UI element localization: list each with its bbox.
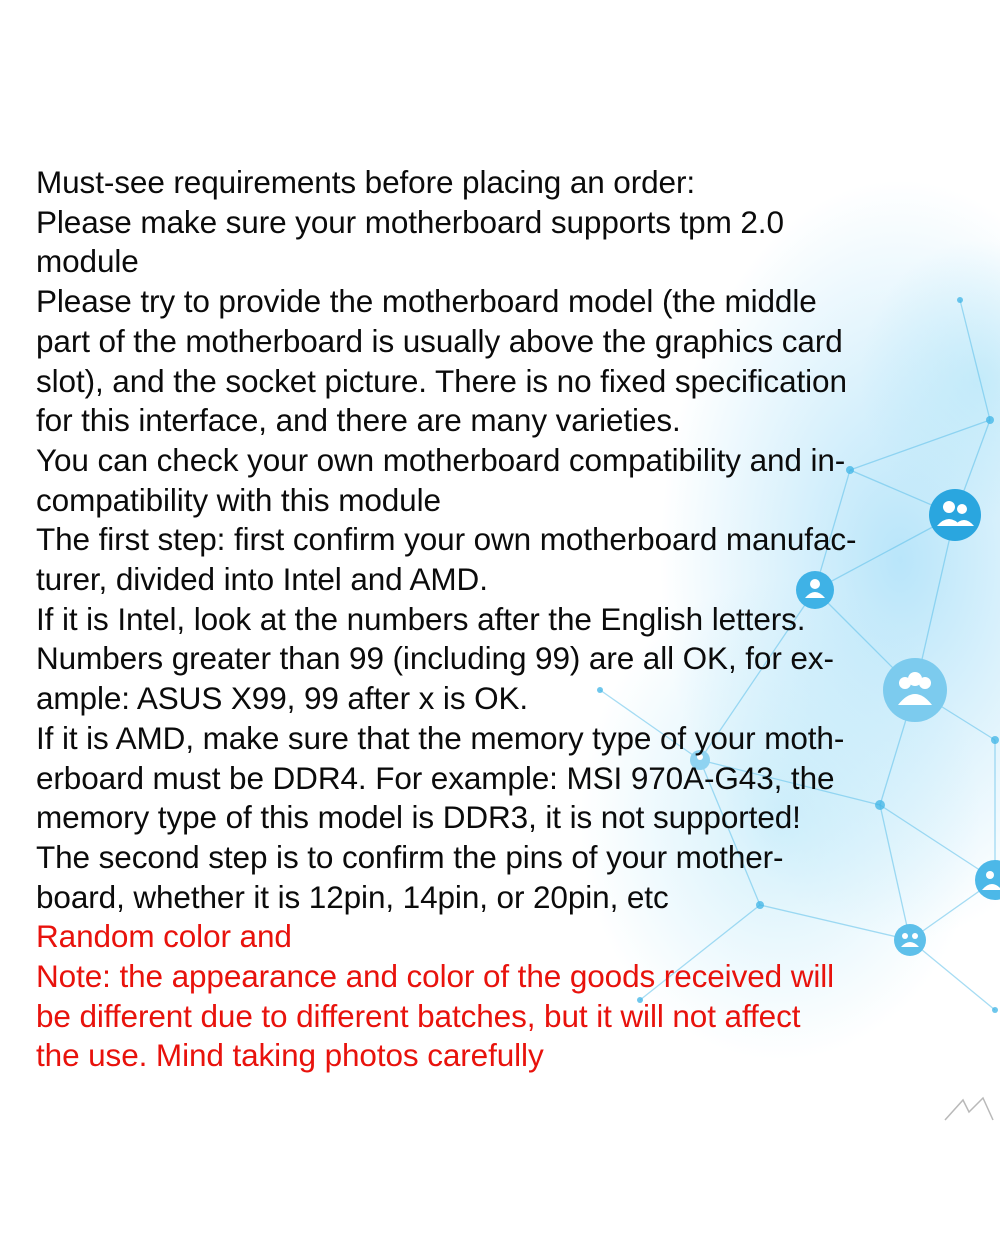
text-line: compatibility with this module bbox=[36, 481, 441, 518]
text-line: erboard must be DDR4. For example: MSI 970A-G43, the bbox=[36, 759, 835, 796]
text-line: Please make sure your motherboard supports tpm 2.0 bbox=[36, 203, 784, 240]
text-line: memory type of this model is DDR3, it is not supported! bbox=[36, 799, 801, 836]
text-line: ample: ASUS X99, 99 after x is OK. bbox=[36, 680, 529, 717]
text-line: turer, divided into Intel and AMD. bbox=[36, 561, 488, 598]
text-line: Must-see requirements before placing an order: bbox=[36, 164, 695, 200]
text-line: part of the motherboard is usually above the graphics card bbox=[36, 322, 843, 359]
note-line: Random color and bbox=[36, 918, 292, 955]
note-line: the use. Mind taking photos carefully bbox=[36, 1037, 544, 1074]
text-line: Numbers greater than 99 (including 99) are all OK, for ex- bbox=[36, 640, 834, 677]
text-line: for this interface, and there are many varieties. bbox=[36, 402, 681, 439]
text-line: If it is AMD, make sure that the memory type of your moth- bbox=[36, 719, 845, 756]
text-line: The first step: first confirm your own motherboard manufac- bbox=[36, 521, 857, 558]
text-line: If it is Intel, look at the numbers after the English letters. bbox=[36, 600, 806, 637]
requirements-text bbox=[36, 163, 996, 1076]
text-line: You can check your own motherboard compatibility and in- bbox=[36, 441, 846, 478]
note-line: be different due to different batches, but it will not affect bbox=[36, 997, 801, 1034]
text-line: slot), and the socket picture. There is no fixed specification bbox=[36, 362, 847, 399]
text-line: board, whether it is 12pin, 14pin, or 20pin, etc bbox=[36, 878, 669, 915]
text-line: The second step is to confirm the pins of your mother- bbox=[36, 838, 784, 875]
text-line: module bbox=[36, 243, 139, 280]
text-line: Please try to provide the motherboard model (the middle bbox=[36, 283, 817, 320]
note-line: Note: the appearance and color of the goods received will bbox=[36, 958, 835, 995]
sketch-mark bbox=[945, 1098, 993, 1120]
